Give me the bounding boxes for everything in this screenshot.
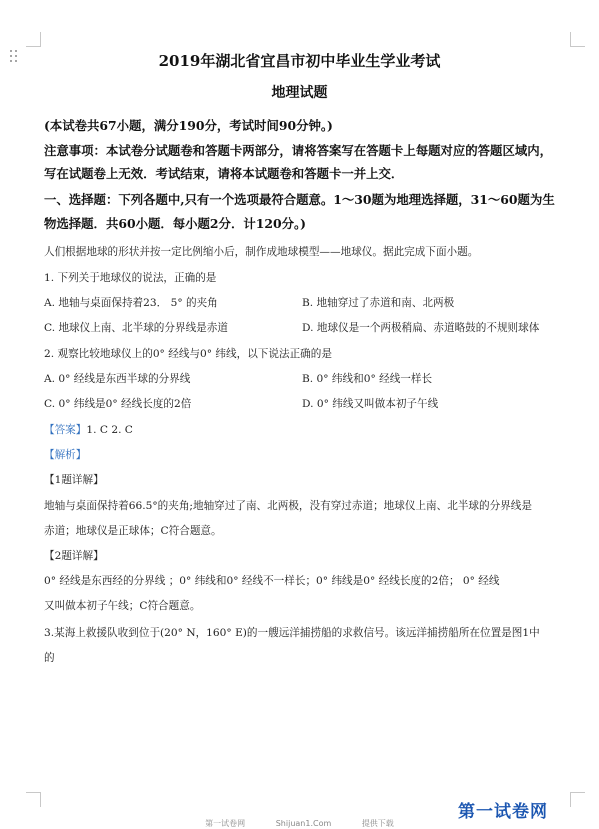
question-3-line-2: 的 — [44, 652, 55, 664]
footer-site-url[interactable]: Shijuan1.Com — [275, 819, 332, 828]
page-corner-mark — [26, 32, 41, 47]
detail-1-line-2: 赤道；地球仪是正球体；C符合题意。 — [44, 525, 222, 537]
page-corner-mark — [26, 792, 41, 807]
footer-download: 提供下载 — [361, 819, 394, 828]
question-2: 2. 观察比较地球仪上的0° 经线与0° 纬线，以下说法正确的是 — [44, 348, 332, 360]
exam-title: 2019年湖北省宜昌市初中毕业生学业考试 — [158, 52, 441, 70]
question-intro: 人们根据地球的形状并按一定比例缩小后，制作成地球模型——地球仪。据此完成下面小题。 — [44, 246, 479, 258]
page-corner-mark — [570, 792, 585, 807]
detail-2-line-1: 0° 经线是东西经的分界线 ；0° 纬线和0° 经线不一样长；0° 纬线是0° 经线长度的2倍； 0° 经线 — [44, 575, 500, 587]
answer-label: 【答案】 — [44, 424, 87, 436]
question-1-option-d: D. 地球仪是一个两极稍扁、赤道略鼓的不规则球体 — [302, 322, 540, 334]
question-2-option-c: C. 0° 纬线是0° 经线长度的2倍 — [44, 398, 192, 410]
detail-2-label: 【2题详解】 — [44, 550, 104, 562]
analysis-label: 【解析】 — [44, 449, 87, 461]
footer-brand-logo: 第一试卷网 — [458, 802, 548, 822]
question-2-option-b: B. 0° 纬线和0° 经线一样长 — [302, 373, 433, 385]
section-heading-line-1: 一、选择题：下列各题中,只有一个选项最符合题意。1～30题为地理选择题，31～60题为生 — [44, 192, 555, 207]
question-1: 1. 下列关于地球仪的说法，正确的是 — [44, 272, 217, 284]
question-1-option-b: B. 地轴穿过了赤道和南、北两极 — [302, 297, 455, 309]
notice-line-1: 注意事项：本试卷分试题卷和答题卡两部分，请将答案写在答题卡上每题对应的答题区域内， — [44, 143, 553, 158]
question-2-option-a: A. 0° 经线是东西半球的分界线 — [44, 373, 191, 385]
detail-1-line-1: 地轴与桌面保持着66.5°的夹角;地轴穿过了南、北两极，没有穿过赤道；地球仪上南、北半球的分界线是 — [44, 500, 532, 512]
answer-line — [44, 422, 133, 437]
exam-info: (本试卷共67小题，满分190分，考试时间90分钟。) — [44, 118, 333, 133]
question-2-option-d: D. 0° 纬线又叫做本初子午线 — [302, 398, 439, 410]
detail-2-line-2: 又叫做本初子午线；C符合题意。 — [44, 600, 201, 612]
notice-line-2: 写在试题卷上无效．考试结束，请将本试题卷和答题卡一并上交． — [44, 166, 404, 181]
footer-bar — [0, 818, 599, 829]
exam-subtitle: 地理试题 — [271, 85, 328, 101]
question-1-option-c: C. 地球仪上南、北半球的分界线是赤道 — [44, 322, 228, 334]
footer-site-name: 第一试卷网 — [205, 819, 246, 828]
question-1-option-a: A. 地轴与桌面保持着23． 5° 的夹角 — [44, 297, 218, 309]
question-3-line-1: 3.某海上救援队收到位于(20° N，160° E)的一艘远洋捕捞船的求救信号。该远洋捕捞船所在位置是图1中 — [44, 627, 540, 639]
answer-text: 1. C 2. C — [86, 424, 133, 436]
detail-1-label: 【1题详解】 — [44, 474, 104, 486]
section-heading-line-2: 物选择题．共60小题．每小题2分．计120分。) — [44, 216, 307, 231]
page-corner-mark — [570, 32, 585, 47]
